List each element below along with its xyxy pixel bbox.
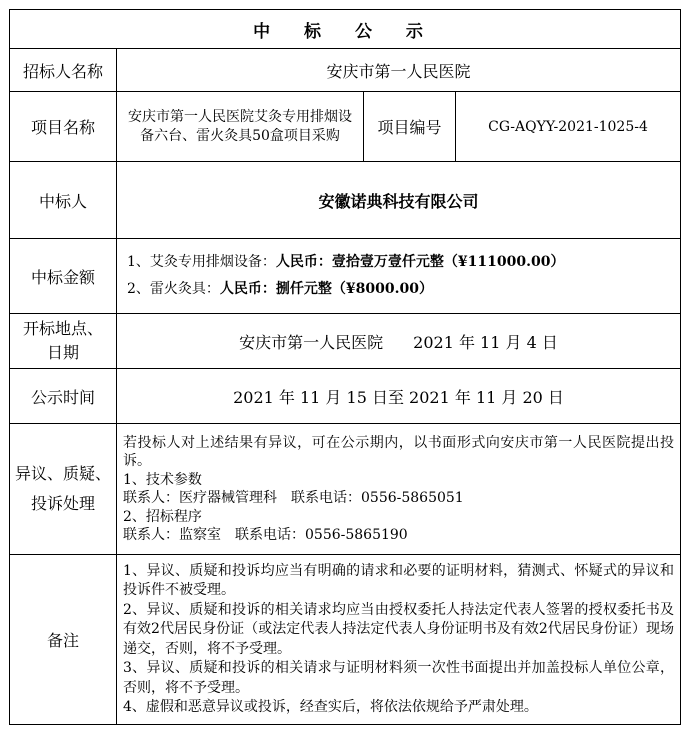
- objection-line: 联系人：监察室 联系电话：0556-5865190: [123, 527, 408, 543]
- winner-row: [10, 162, 681, 239]
- tenderer-value: 安庆市第一人民医院: [117, 49, 681, 92]
- remarks-item: 3、异议、质疑和投诉的相关请求与证明材料须一次性书面提出并加盖投标人单位公章，否则，将不予受理。: [123, 660, 675, 696]
- project-row: [10, 92, 681, 162]
- publicity-label: 公示时间: [10, 369, 117, 424]
- amount-item: 1、艾灸专用排烟设备：人民币：壹拾壹万壹仟元整（¥111000.00）: [127, 254, 565, 270]
- remarks-item: 1、异议、质疑和投诉均应当有明确的请求和必要的证明材料，猜测式、怀疑式的异议和投诉件不被受理。: [123, 562, 675, 598]
- project-number-label: 项目编号: [364, 92, 456, 162]
- winner-value: 安徽诺典科技有限公司: [117, 162, 681, 239]
- project-number-value: CG-AQYY-2021-1025-4: [456, 92, 681, 162]
- amount-label: 中标金额: [10, 239, 117, 314]
- opening-date: 2021 年 11 月 4 日: [413, 332, 558, 352]
- project-name-label: 项目名称: [10, 92, 117, 162]
- remarks-item: 4、虚假和恶意异议或投诉，经查实后，将依法依规给予严肃处理。: [123, 699, 538, 715]
- objection-line: 2、招标程序: [123, 508, 202, 525]
- objection-content: [117, 424, 681, 555]
- objection-row: [10, 424, 681, 555]
- amount-row: [10, 239, 681, 314]
- remarks-item: 2、异议、质疑和投诉的相关请求均应当由授权委托人持法定代表人签署的授权委托书及有效2代居民身份证（或法定代表人持法定代表人身份证明书及有效2代居民身份证）现场递交，否则，将不予受理。: [123, 601, 675, 657]
- amount-list: [117, 239, 681, 314]
- objection-line: 若投标人对上述结果有异议，可在公示期内，以书面形式向安庆市第一人民医院提出投诉。: [123, 434, 675, 469]
- opening-place: 安庆市第一人民医院: [239, 332, 384, 352]
- project-name-value: 安庆市第一人民医院艾灸专用排烟设备六台、雷火灸具50盒项目采购: [117, 92, 364, 162]
- winner-label: 中标人: [10, 162, 117, 239]
- remarks-row: [10, 555, 681, 725]
- remarks-label: 备注: [10, 555, 117, 725]
- opening-value: [117, 314, 681, 369]
- opening-label: 开标地点、 日期: [10, 314, 117, 369]
- publicity-value: 2021 年 11 月 15 日至 2021 年 11 月 20 日: [117, 369, 681, 424]
- title-row: [10, 10, 681, 49]
- opening-row: [10, 314, 681, 369]
- page-title: 中 标 公 示: [10, 10, 681, 49]
- tenderer-label: 招标人名称: [10, 49, 117, 92]
- remarks-content: [117, 555, 681, 725]
- objection-label: 异议、质疑、 投诉处理: [10, 424, 117, 555]
- amount-item: 2、雷火灸具：人民币：捌仟元整（¥8000.00）: [127, 281, 433, 297]
- award-notice-table: [9, 9, 681, 725]
- publicity-row: [10, 369, 681, 424]
- objection-line: 1、技术参数: [123, 471, 202, 488]
- objection-line: 联系人：医疗器械管理科 联系电话：0556-5865051: [123, 490, 464, 506]
- tenderer-row: [10, 49, 681, 92]
